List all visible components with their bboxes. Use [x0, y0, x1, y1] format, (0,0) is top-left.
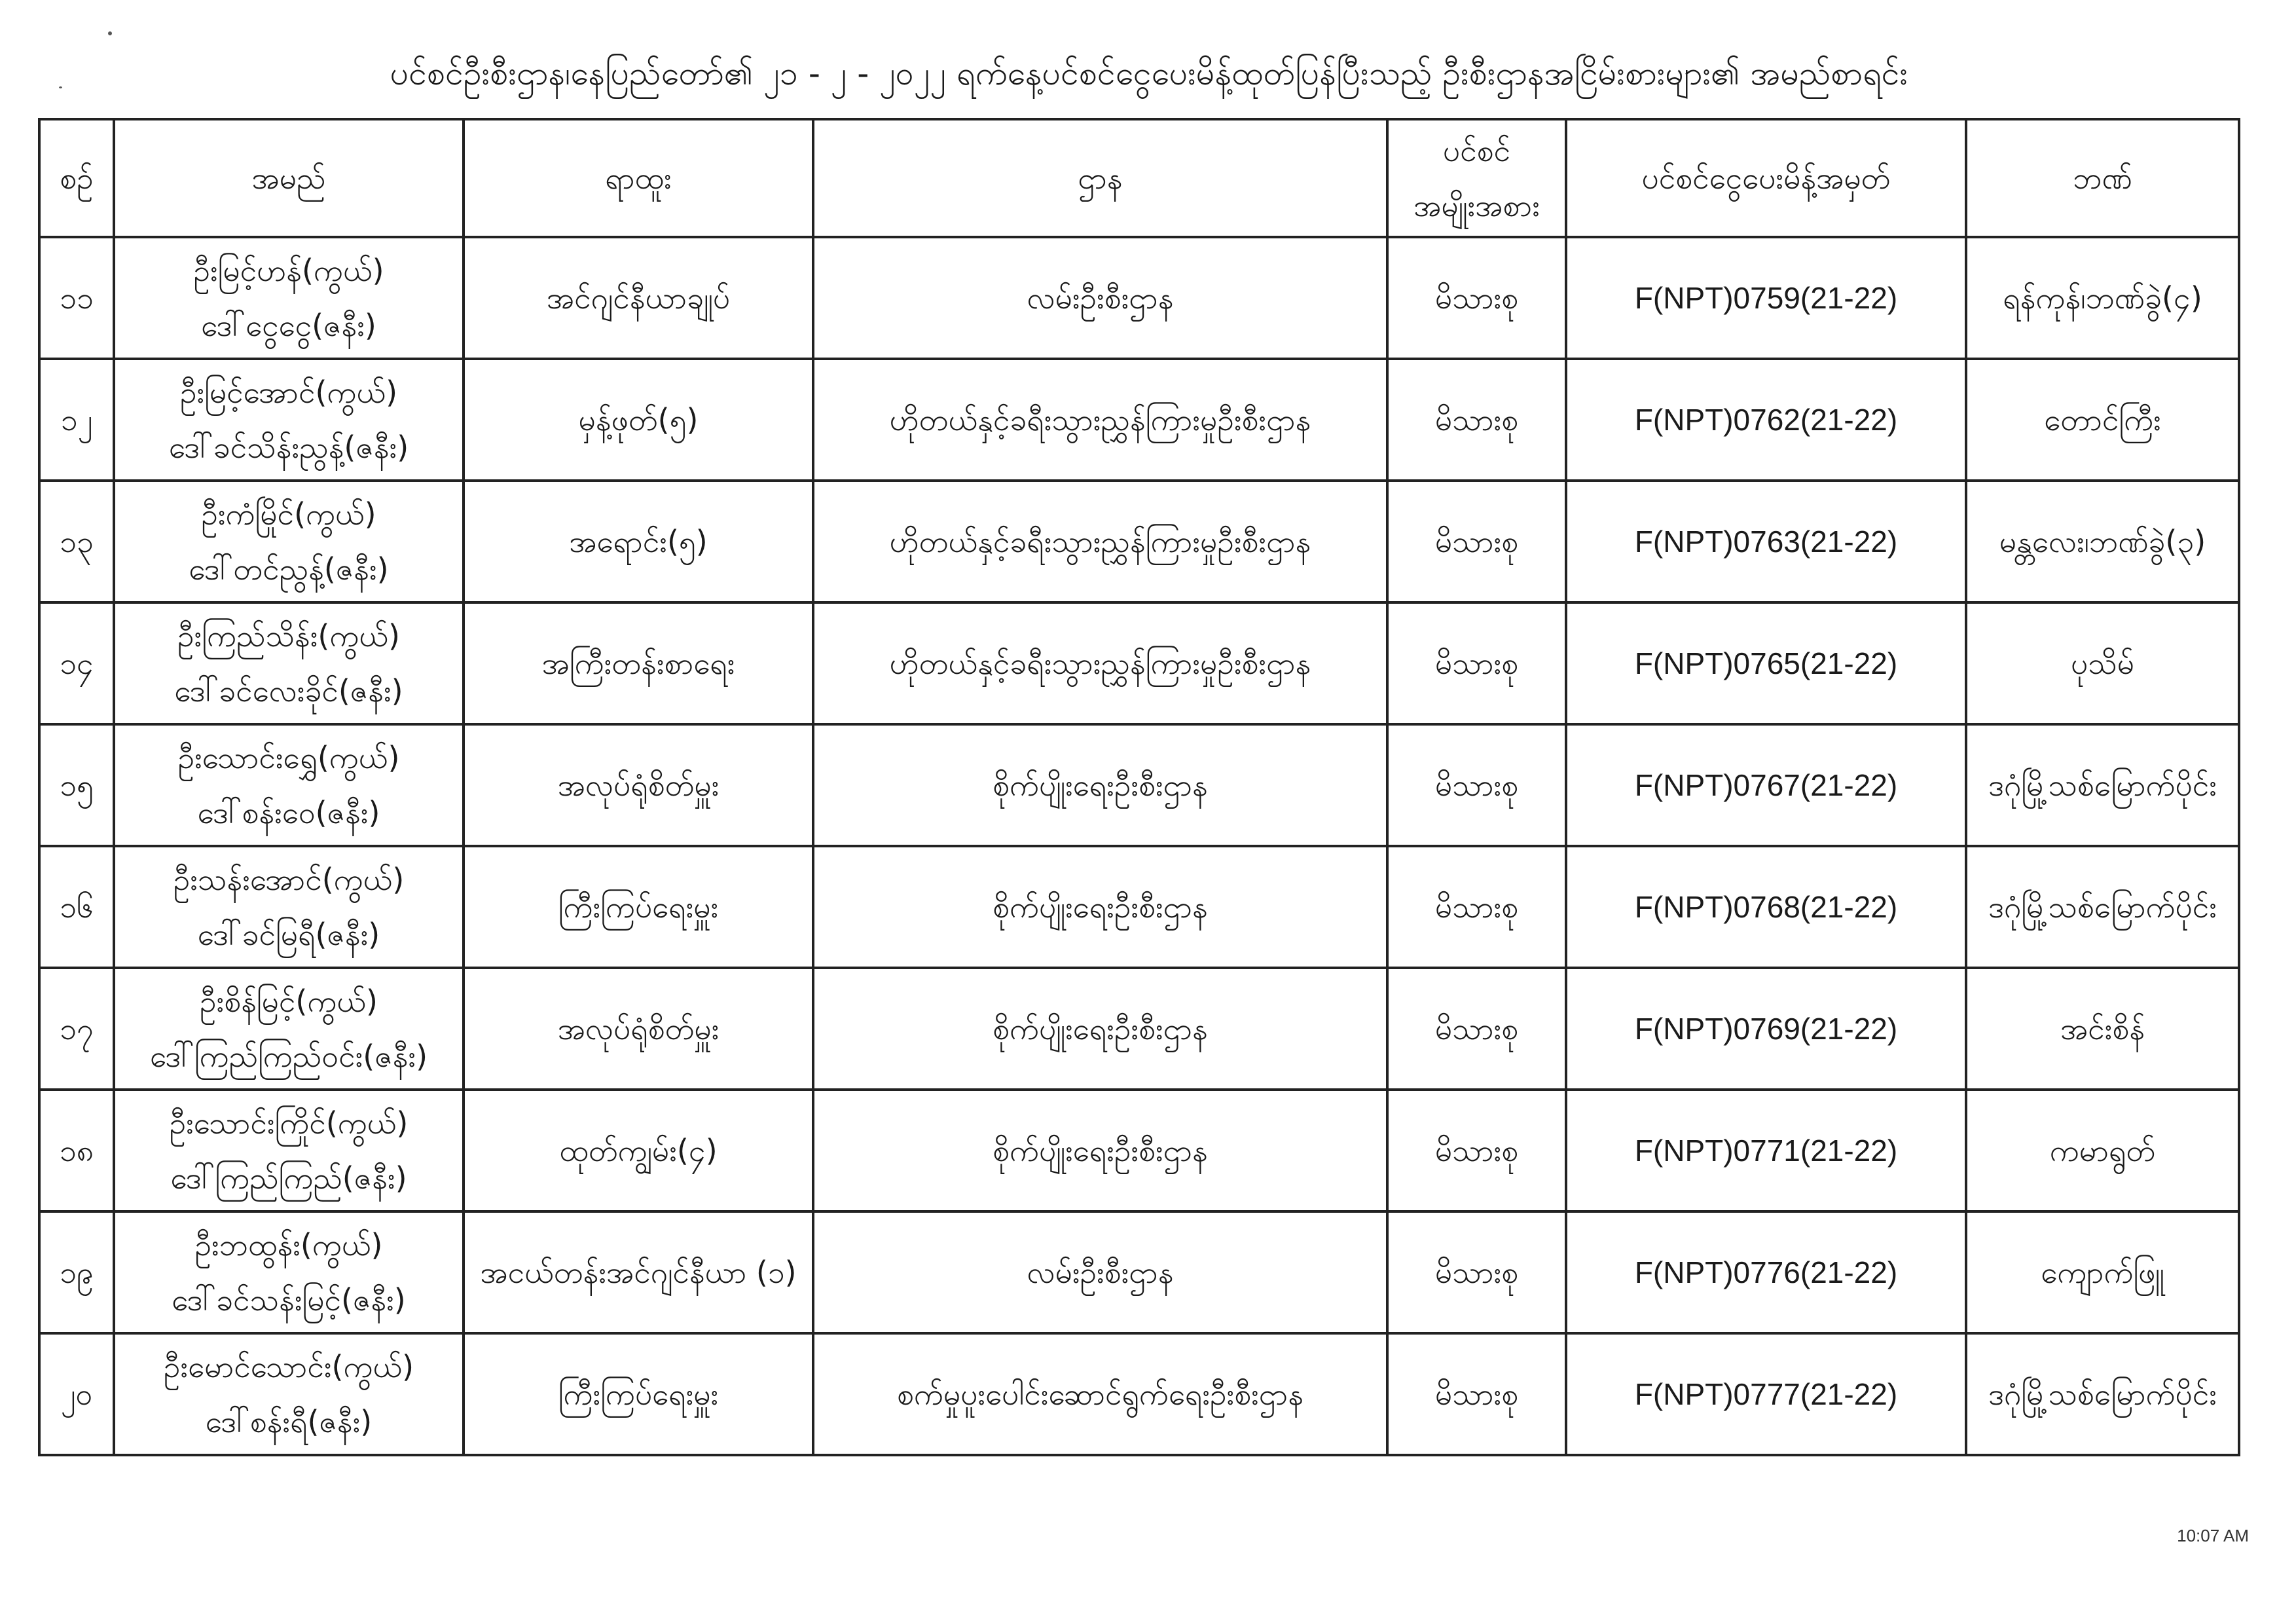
table-row	[39, 481, 2239, 602]
page-title: ပင်စင်ဦးစီးဌာန၊နေပြည်တော်၏ ၂၁ - ၂ - ၂၀၂၂ ရက်နေ့ပင်စင်ငွေပေးမိန့်ထုတ်ပြန်ပြီးသည့် ဦးစီးဌာနအငြိမ်းစားများ၏ အမည်စာရင်း	[390, 54, 1908, 92]
table-row	[39, 724, 2239, 846]
cell-order-number: F(NPT)0771(21-22)	[1566, 1090, 1966, 1211]
cell-serial-no: ၁၂	[39, 359, 114, 481]
cell-pension-type: မိသားစု	[1387, 846, 1566, 968]
cell-order-number: F(NPT)0769(21-22)	[1566, 968, 1966, 1090]
table-header-row	[39, 119, 2239, 237]
table-row	[39, 846, 2239, 968]
cell-name	[114, 237, 464, 359]
cell-name	[114, 968, 464, 1090]
cell-pension-type: မိသားစု	[1387, 1211, 1566, 1333]
cell-bank: ဒဂုံမြို့သစ်မြောက်ပိုင်း	[1966, 846, 2239, 968]
cell-department: စိုက်ပျိုးရေးဦးစီးဌာန	[813, 724, 1387, 846]
cell-serial-no: ၁၇	[39, 968, 114, 1090]
cell-name	[114, 602, 464, 724]
spouse-name: ဒေါ်ငွေငွေ(ဇနီး)	[201, 308, 376, 343]
cell-serial-no: ၁၁	[39, 237, 114, 359]
cell-serial-no: ၁၄	[39, 602, 114, 724]
cell-name	[114, 1333, 464, 1455]
cell-order-number: F(NPT)0777(21-22)	[1566, 1333, 1966, 1455]
cell-order-number: F(NPT)0767(21-22)	[1566, 724, 1966, 846]
spouse-name: ဒေါ်ကြည်ကြည်(ဇနီး)	[170, 1160, 407, 1196]
cell-bank: ကျောက်ဖြူ	[1966, 1211, 2239, 1333]
cell-order-number: F(NPT)0762(21-22)	[1566, 359, 1966, 481]
cell-department: စိုက်ပျိုးရေးဦးစီးဌာန	[813, 846, 1387, 968]
cell-position: အလုပ်ရုံစိတ်မှူး	[464, 968, 813, 1090]
col-header-name-text: အမည်	[251, 160, 326, 196]
cell-name	[114, 846, 464, 968]
scan-speck	[59, 86, 62, 88]
deceased-name: ဦးမြင့်အောင်(ကွယ်)	[179, 375, 398, 410]
table-row	[39, 1333, 2239, 1455]
deceased-name: ဦးသောင်းကြိုင်(ကွယ်)	[169, 1105, 409, 1141]
cell-order-number: F(NPT)0768(21-22)	[1566, 846, 1966, 968]
cell-name	[114, 724, 464, 846]
cell-serial-no: ၁၅	[39, 724, 114, 846]
cell-bank: တောင်ကြီး	[1966, 359, 2239, 481]
spouse-name: ဒေါ်စန်းဝေ(ဇနီး)	[197, 795, 380, 830]
table-body	[39, 237, 2239, 1455]
cell-position: ကြီးကြပ်ရေးမှူး	[464, 846, 813, 968]
cell-pension-type: မိသားစု	[1387, 602, 1566, 724]
cell-department: ဟိုတယ်နှင့်ခရီးသွားညွှန်ကြားမှုဦးစီးဌာန	[813, 481, 1387, 602]
cell-department: စိုက်ပျိုးရေးဦးစီးဌာန	[813, 968, 1387, 1090]
deceased-name: ဦးကြည်သိန်း(ကွယ်)	[177, 618, 400, 654]
table-row	[39, 359, 2239, 481]
cell-position: အရောင်း(၅)	[464, 481, 813, 602]
cell-serial-no: ၁၆	[39, 846, 114, 968]
deceased-name: ဦးမြင့်ဟန်(ကွယ်)	[193, 253, 384, 288]
cell-pension-type: မိသားစု	[1387, 1333, 1566, 1455]
cell-position: အကြီးတန်းစာရေး	[464, 602, 813, 724]
col-header-department	[813, 119, 1387, 237]
cell-position: ကြီးကြပ်ရေးမှူး	[464, 1333, 813, 1455]
deceased-name: ဦးကံမြိုင်(ကွယ်)	[201, 496, 376, 532]
spouse-name: ဒေါ်တင်ညွန့်(ဇနီး)	[189, 551, 389, 587]
cell-department: စက်မှုပူးပေါင်းဆောင်ရွက်ရေးဦးစီးဌာန	[813, 1333, 1387, 1455]
table-row	[39, 602, 2239, 724]
cell-order-number: F(NPT)0759(21-22)	[1566, 237, 1966, 359]
spouse-name: ဒေါ်စန်းရီ(ဇနီး)	[205, 1404, 373, 1439]
cell-bank: မန္တလေး၊ဘဏ်ခွဲ(၃)	[1966, 481, 2239, 602]
table-row	[39, 1211, 2239, 1333]
col-header-position-text: ရာထူး	[605, 160, 672, 196]
deceased-name: ဦးဘထွန်း(ကွယ်)	[194, 1227, 383, 1263]
col-header-name	[114, 119, 464, 237]
col-header-position	[464, 119, 813, 237]
cell-name	[114, 359, 464, 481]
cell-bank: ပုသိမ်	[1966, 602, 2239, 724]
cell-serial-no: ၁၉	[39, 1211, 114, 1333]
spouse-name: ဒေါ်ခင်မြရီ(ဇနီး)	[197, 917, 380, 952]
col-header-bank-text: ဘဏ်	[2073, 160, 2132, 196]
cell-name	[114, 1090, 464, 1211]
cell-department: လမ်းဦးစီးဌာန	[813, 1211, 1387, 1333]
cell-pension-type: မိသားစု	[1387, 359, 1566, 481]
cell-position: အငယ်တန်းအင်ဂျင်နီယာ (၁)	[464, 1211, 813, 1333]
cell-serial-no: ၂၀	[39, 1333, 114, 1455]
deceased-name: ဦးစိန်မြင့်(ကွယ်)	[200, 984, 378, 1019]
col-header-pension-type-text: အမျိုးအစား	[1413, 188, 1540, 223]
scan-speck	[108, 31, 112, 35]
cell-bank: ရန်ကုန်၊ဘဏ်ခွဲ(၄)	[1966, 237, 2239, 359]
cell-order-number: F(NPT)0763(21-22)	[1566, 481, 1966, 602]
cell-pension-type: မိသားစု	[1387, 968, 1566, 1090]
table-row	[39, 1090, 2239, 1211]
pension-register-table	[38, 118, 2240, 1456]
col-header-order-number-text: ပင်စင်ငွေပေးမိန့်အမှတ်	[1641, 160, 1891, 196]
table-row	[39, 237, 2239, 359]
cell-name	[114, 481, 464, 602]
col-header-pension-type	[1387, 119, 1566, 237]
deceased-name: ဦးသန်းအောင်(ကွယ်)	[173, 862, 405, 897]
spouse-name: ဒေါ်ခင်လေးခိုင်(ဇနီး)	[174, 673, 403, 709]
spouse-name: ဒေါ်ခင်သန်းမြင့်(ဇနီး)	[172, 1282, 406, 1318]
cell-bank: အင်းစိန်	[1966, 968, 2239, 1090]
spouse-name: ဒေါ်ခင်သိန်းညွန့်(ဇနီး)	[168, 430, 409, 465]
cell-order-number: F(NPT)0776(21-22)	[1566, 1211, 1966, 1333]
col-header-no-text: စဉ်	[60, 160, 94, 196]
spouse-name: ဒေါ်ကြည်ကြည်ဝင်း(ဇနီး)	[149, 1039, 428, 1074]
cell-pension-type: မိသားစု	[1387, 237, 1566, 359]
cell-serial-no: ၁၈	[39, 1090, 114, 1211]
timestamp: 10:07 AM	[2177, 1526, 2249, 1545]
col-header-order-number	[1566, 119, 1966, 237]
cell-department: စိုက်ပျိုးရေးဦးစီးဌာန	[813, 1090, 1387, 1211]
cell-pension-type: မိသားစု	[1387, 1090, 1566, 1211]
col-header-no	[39, 119, 114, 237]
cell-department: ဟိုတယ်နှင့်ခရီးသွားညွှန်ကြားမှုဦးစီးဌာန	[813, 602, 1387, 724]
col-header-pension-type-text: ပင်စင်	[1442, 133, 1511, 168]
cell-position: အလုပ်ရုံစိတ်မှူး	[464, 724, 813, 846]
cell-bank: ကမာရွတ်	[1966, 1090, 2239, 1211]
cell-bank: ဒဂုံမြို့သစ်မြောက်ပိုင်း	[1966, 1333, 2239, 1455]
col-header-department-text: ဌာန	[1078, 160, 1123, 196]
cell-position: အင်ဂျင်နီယာချုပ်	[464, 237, 813, 359]
deceased-name: ဦးမောင်သောင်း(ကွယ်)	[163, 1349, 414, 1384]
cell-pension-type: မိသားစု	[1387, 724, 1566, 846]
cell-order-number: F(NPT)0765(21-22)	[1566, 602, 1966, 724]
cell-position: ထုတ်ကျွမ်း(၄)	[464, 1090, 813, 1211]
table-row	[39, 968, 2239, 1090]
cell-department: လမ်းဦးစီးဌာန	[813, 237, 1387, 359]
deceased-name: ဦးသောင်းရွှေ(ကွယ်)	[177, 740, 400, 775]
cell-department: ဟိုတယ်နှင့်ခရီးသွားညွှန်ကြားမှုဦးစီးဌာန	[813, 359, 1387, 481]
col-header-bank	[1966, 119, 2239, 237]
cell-serial-no: ၁၃	[39, 481, 114, 602]
cell-position: မှန့်ဖုတ်(၅)	[464, 359, 813, 481]
cell-pension-type: မိသားစု	[1387, 481, 1566, 602]
cell-name	[114, 1211, 464, 1333]
cell-bank: ဒဂုံမြို့သစ်မြောက်ပိုင်း	[1966, 724, 2239, 846]
